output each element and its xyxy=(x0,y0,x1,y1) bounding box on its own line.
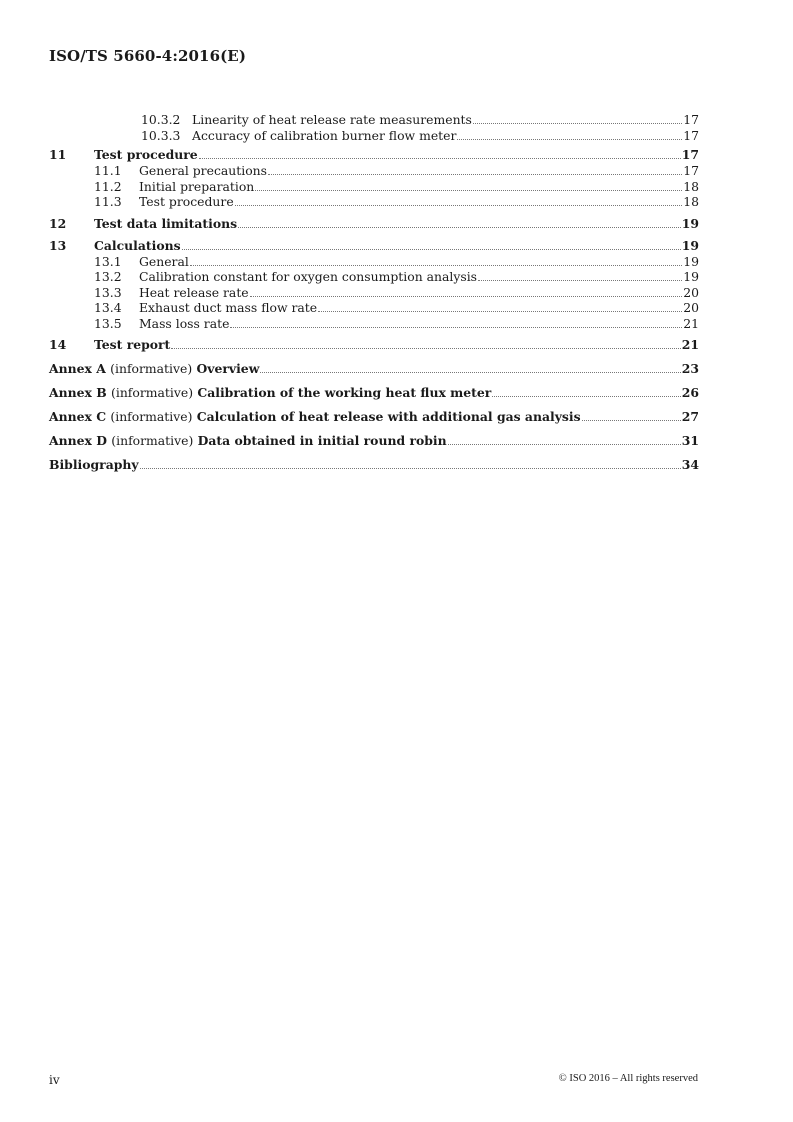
toc-entry[interactable] xyxy=(49,300,699,316)
toc-entry-page: 17 xyxy=(683,112,699,127)
annex-label: Annex D xyxy=(49,433,107,448)
toc-entry[interactable] xyxy=(49,179,699,195)
toc-entry-page: 18 xyxy=(683,178,699,194)
toc-entry-title: General xyxy=(139,253,189,269)
toc-entry-page: 26 xyxy=(681,385,699,400)
toc-entry-number: 13.1 xyxy=(94,253,122,269)
toc-clause[interactable] xyxy=(49,237,699,254)
annex-title: Data obtained in initial round robin xyxy=(197,433,447,448)
dot-leader xyxy=(582,420,681,421)
toc-entry-page: 21 xyxy=(683,315,699,331)
toc-entry-title: Linearity of heat release rate measurements xyxy=(192,112,472,127)
toc-entry-number: 11.1 xyxy=(94,163,122,178)
toc-entry-page: 17 xyxy=(683,163,699,178)
toc-entry-page: 23 xyxy=(681,361,699,376)
annex-title: Calculation of heat release with additional gas analysis xyxy=(196,409,581,424)
toc-entry-title: Calibration constant for oxygen consumption analysis xyxy=(139,269,478,284)
toc-entry-number: 14 xyxy=(49,337,67,352)
toc-entry-number: 11.3 xyxy=(94,194,122,209)
toc-entry-page: 20 xyxy=(683,300,699,315)
toc-entry-number: 11 xyxy=(49,147,67,162)
toc-entry-page: 31 xyxy=(681,433,699,448)
toc-entry[interactable] xyxy=(49,269,699,285)
toc-entry-title: Mass loss rate xyxy=(139,315,230,331)
annex-qualifier: (informative) xyxy=(110,361,193,376)
toc-annex[interactable] xyxy=(49,408,699,425)
toc-entry-number: 10.3.3 xyxy=(141,127,181,143)
toc-entry[interactable] xyxy=(49,128,699,144)
dot-leader xyxy=(268,174,682,175)
annex-label: Annex A xyxy=(49,361,106,376)
annex-label: Annex C xyxy=(49,409,107,424)
table-of-contents xyxy=(49,112,699,473)
toc-entry-page: 27 xyxy=(681,409,699,424)
document-header: ISO/TS 5660-4:2016(E) xyxy=(49,47,247,65)
annex-qualifier: (informative) xyxy=(110,409,193,424)
toc-entry-page: 17 xyxy=(681,147,699,162)
toc-entry-title: Accuracy of calibration burner flow meter xyxy=(192,127,457,143)
toc-entry-page: 34 xyxy=(681,457,699,472)
toc-entry-number: 10.3.2 xyxy=(141,112,181,127)
toc-annex[interactable] xyxy=(49,432,699,449)
toc-entry-title: Test procedure xyxy=(139,194,234,209)
toc-entry-title: Exhaust duct mass flow rate xyxy=(139,300,318,315)
toc-clause[interactable] xyxy=(49,336,699,353)
toc-entry[interactable] xyxy=(49,316,699,332)
dot-leader xyxy=(457,139,682,140)
dot-leader xyxy=(182,249,681,250)
dot-leader xyxy=(260,372,680,373)
dot-leader xyxy=(140,468,681,469)
toc-annex[interactable] xyxy=(49,360,699,377)
dot-leader xyxy=(473,123,682,124)
toc-clause[interactable] xyxy=(49,146,699,163)
toc-entry-number: 13.5 xyxy=(94,315,122,331)
toc-entry[interactable] xyxy=(49,163,699,179)
dot-leader xyxy=(199,158,681,159)
toc-entry-page: 17 xyxy=(683,127,699,143)
toc-entry-number: 13.2 xyxy=(94,269,122,284)
toc-entry-title: Test report xyxy=(94,337,171,352)
toc-entry-title: Calculations xyxy=(94,237,181,253)
bibliography-title: Bibliography xyxy=(49,457,139,472)
dot-leader xyxy=(235,205,682,206)
dot-leader xyxy=(492,396,680,397)
annex-qualifier: (informative) xyxy=(111,385,194,400)
dot-leader xyxy=(250,296,682,297)
toc-clause[interactable] xyxy=(49,215,699,232)
toc-entry-title: Heat release rate xyxy=(139,284,249,300)
annex-label: Annex B xyxy=(49,385,107,400)
toc-bibliography[interactable] xyxy=(49,456,699,473)
toc-entry-title: Initial preparation xyxy=(139,178,255,194)
annex-title: Calibration of the working heat flux meter xyxy=(197,385,492,400)
toc-entry-page: 21 xyxy=(681,337,699,352)
toc-entry-page: 19 xyxy=(681,237,699,253)
toc-entry-page: 19 xyxy=(683,253,699,269)
dot-leader xyxy=(190,265,682,266)
dot-leader xyxy=(318,311,682,312)
toc-entry-number: 13 xyxy=(49,237,67,253)
toc-entry-title: Test procedure xyxy=(94,147,198,162)
toc-entry-page: 19 xyxy=(683,269,699,284)
annex-title: Overview xyxy=(196,361,260,376)
toc-entry-page: 18 xyxy=(683,194,699,209)
dot-leader xyxy=(238,227,681,228)
dot-leader xyxy=(478,280,682,281)
page-number: iv xyxy=(49,1073,60,1087)
dot-leader xyxy=(448,444,681,445)
toc-entry-number: 11.2 xyxy=(94,178,122,194)
toc-entry[interactable] xyxy=(49,254,699,270)
dot-leader xyxy=(171,348,680,349)
toc-entry[interactable] xyxy=(49,285,699,301)
toc-entry[interactable] xyxy=(49,112,699,128)
toc-entry-title: Test data limitations xyxy=(94,215,238,231)
toc-entry-page: 20 xyxy=(683,284,699,300)
toc-entry[interactable] xyxy=(49,194,699,210)
copyright-notice: © ISO 2016 – All rights reserved xyxy=(558,1073,698,1084)
toc-entry-number: 13.4 xyxy=(94,300,122,315)
dot-leader xyxy=(230,327,682,328)
toc-annex[interactable] xyxy=(49,384,699,401)
toc-entry-title: General precautions xyxy=(139,163,267,178)
toc-entry-number: 12 xyxy=(49,215,67,231)
toc-entry-number: 13.3 xyxy=(94,284,122,300)
annex-qualifier: (informative) xyxy=(111,433,194,448)
toc-entry-page: 19 xyxy=(681,215,699,231)
dot-leader xyxy=(255,190,682,191)
